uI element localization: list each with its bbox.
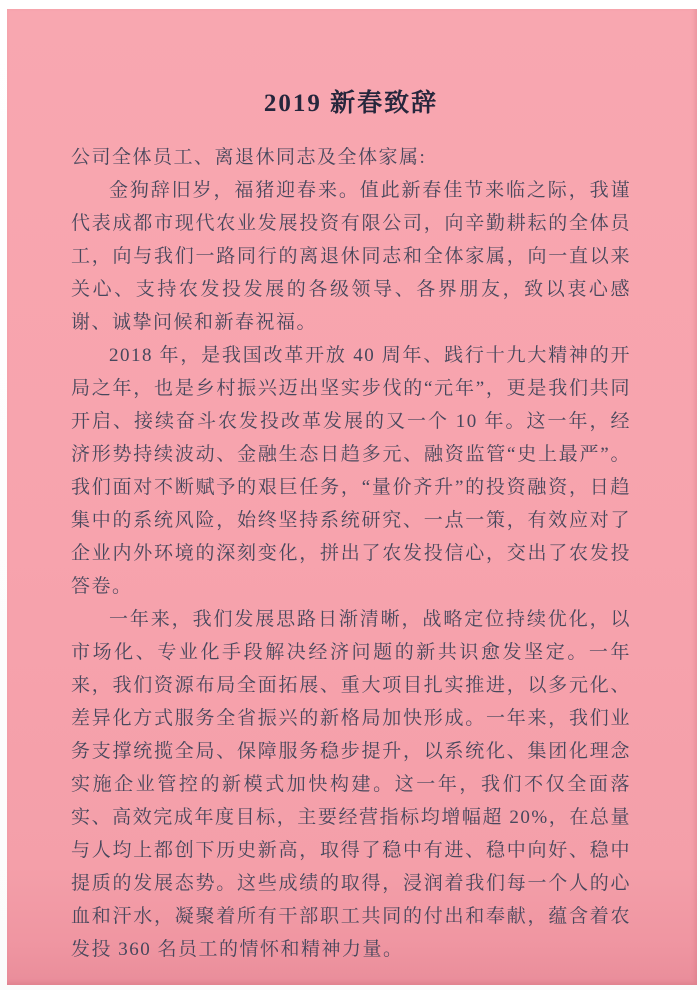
letter-content xyxy=(71,9,631,966)
paragraph-achievements: 一年来，我们发展思路日渐清晰，战略定位持续优化，以市场化、专业化手段解决经济问题的新共识愈发坚定。一年来，我们资源布局全面拓展、重大项目扎实推进，以多元化、差异化方式服务全省振兴的新格局加快形成。一年来，我们业务支撑统揽全局、保障服务稳步提升，以系统化、集团化理念实施企业管控的新模式加快构建。这一年，我们不仅全面落实、高效完成年度目标，主要经营指标均增幅超 20%，在总量与人均上都创下历史新高，取得了稳中有进、稳中向好、稳中提质的发展态势。这些成绩的取得，浸润着我们每一个人的心血和汗水，凝聚着所有干部职工共同的付出和奉献，蕴含着农发投 360 名员工的情怀和精神力量。 xyxy=(71,609,631,960)
document-title: 2019 新春致辞 xyxy=(263,90,439,117)
paragraph-greeting: 金狗辞旧岁，福猪迎春来。值此新春佳节来临之际，我谨代表成都市现代农业发展投资有限公司，向辛勤耕耘的全体员工，向与我们一路同行的离退休同志和全体家属，向一直以来关心、支持农发投发展的各级领导、各界朋友，致以衷心感谢、诚挚问候和新春祝福。 xyxy=(71,180,631,333)
letter-body xyxy=(71,141,631,966)
pink-letter-paper xyxy=(7,9,697,985)
paragraph-year-review: 2018 年，是我国改革开放 40 周年、践行十九大精神的开局之年，也是乡村振兴迈出坚实步伐的“元年”，更是我们共同开启、接续奋斗农发投改革发展的又一个 10 年。这一年，经济形势持续波动、金融生态日趋多元、融资监管“史上最严”。我们面对不断赋予的艰巨任务，“量价齐升”的投资融资，日趋集中的系统风险，始终坚持系统研究、一点一策，有效应对了企业内外环境的深刻变化，拼出了农发投信心，交出了农发投答卷。 xyxy=(71,345,631,597)
salutation-line: 公司全体员工、离退休同志及全体家属: xyxy=(71,147,427,168)
